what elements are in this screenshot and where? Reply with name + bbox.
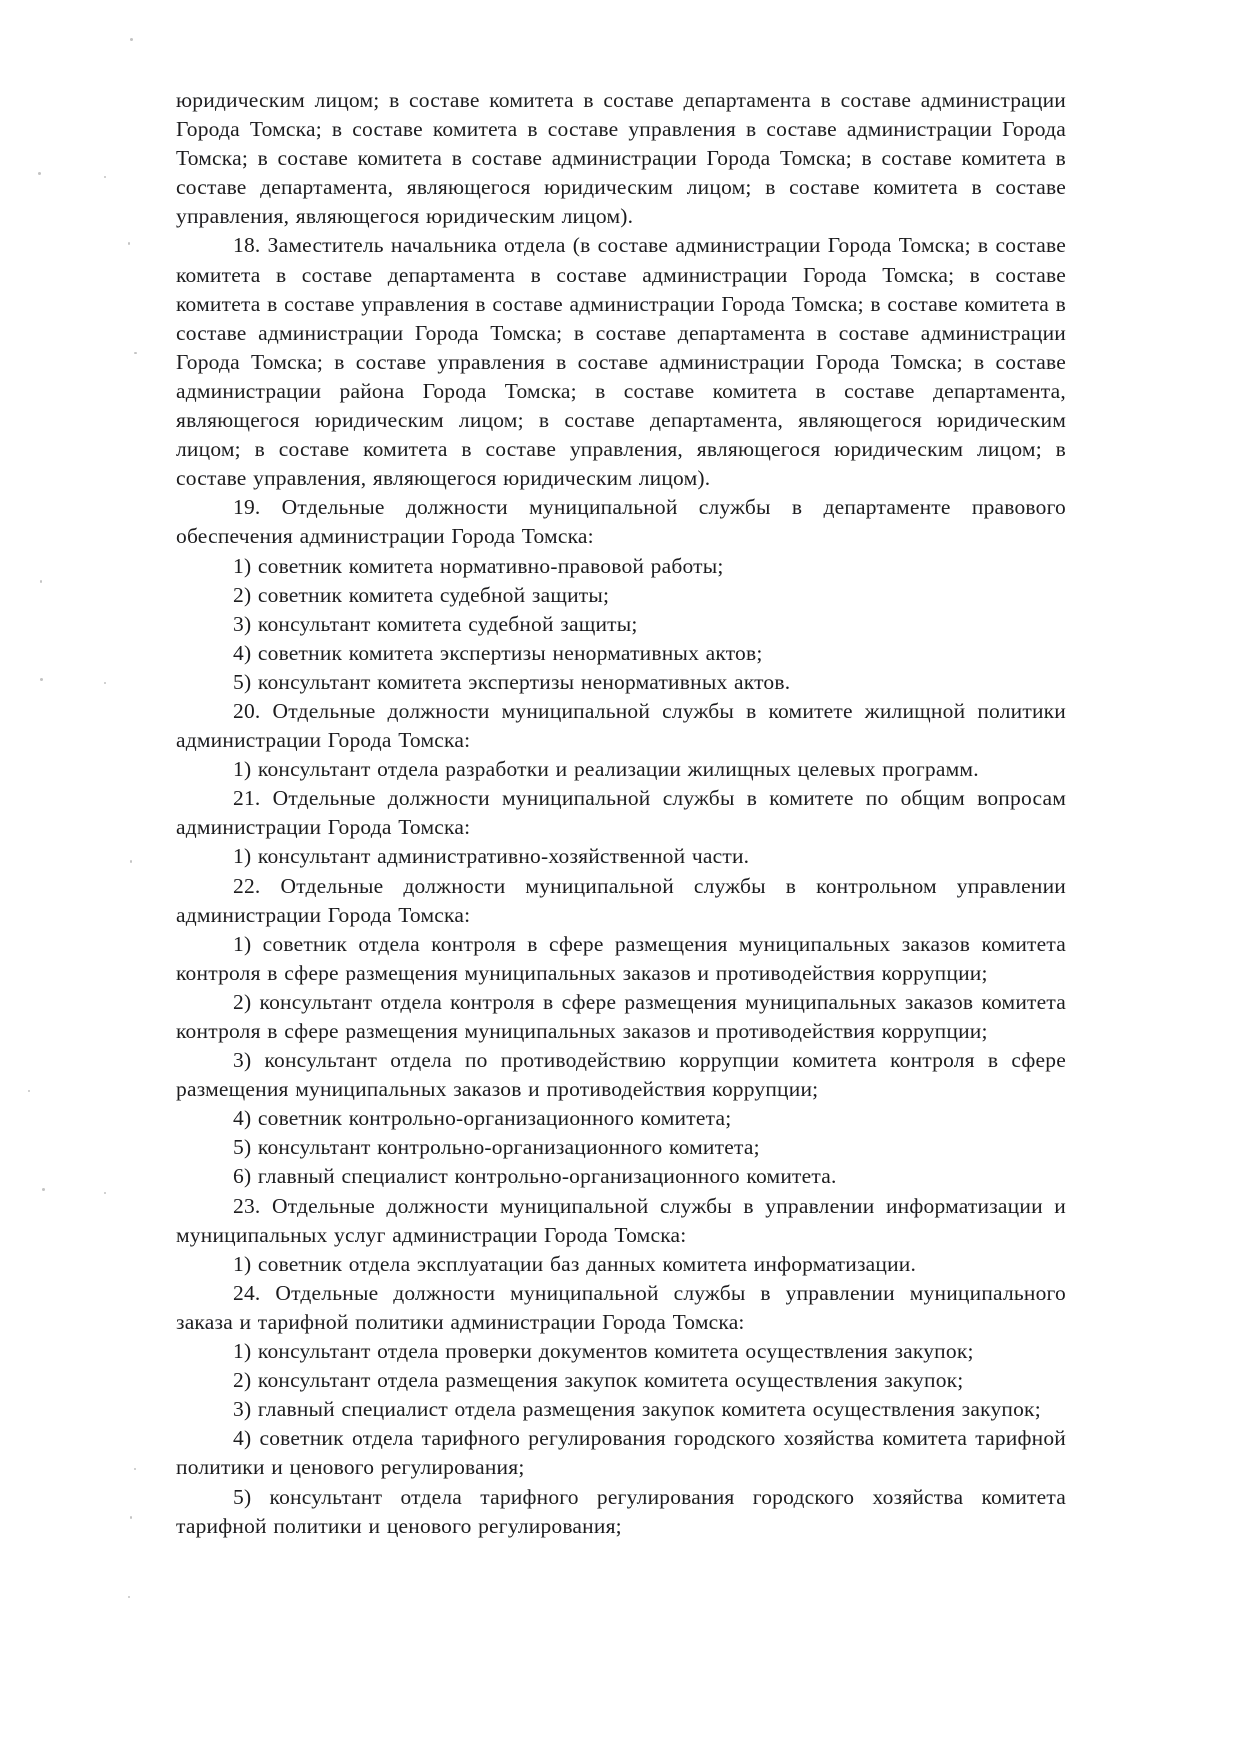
paragraph: 3) консультант комитета судебной защиты; bbox=[233, 611, 638, 636]
scan-speck bbox=[42, 1188, 45, 1191]
paragraph: 2) консультант отдела размещения закупок комитета осуществления закупок; bbox=[233, 1368, 964, 1393]
paragraph: 19. Отдельные должности муниципальной службы в департаменте правового обеспечения администрации Города Томска: bbox=[176, 495, 1066, 549]
document-body-text bbox=[176, 86, 1066, 1541]
scan-speck bbox=[38, 172, 41, 175]
scan-speck bbox=[104, 176, 106, 178]
paragraph: 2) консультант отдела контроля в сфере размещения муниципальных заказов комитета контроля в сфере размещения муниципальных заказов и противодействия коррупции; bbox=[176, 989, 1066, 1043]
paragraph: 1) консультант административно-хозяйственной части. bbox=[233, 844, 750, 869]
paragraph: 4) советник комитета экспертизы ненормативных актов; bbox=[233, 640, 763, 665]
paragraph: 24. Отдельные должности муниципальной службы в управлении муниципального заказа и тарифной политики администрации Города Томска: bbox=[176, 1280, 1066, 1334]
paragraph: 20. Отдельные должности муниципальной службы в комитете жилищной политики администрации Города Томска: bbox=[176, 698, 1066, 753]
paragraph: юридическим лицом; в составе комитета в составе департамента в составе администрации Города Томска; в составе комитета в составе управления в составе администрации Города Томска; в составе комитета в составе администрации Города Томска; в составе комитета в составе департамента, являющегося юридическим лицом; в составе комитета в составе управления, являющегося юридическим лицом). bbox=[176, 88, 1066, 229]
paragraph: 18. Заместитель начальника отдела (в составе администрации Города Томска; в составе комитета в составе департамента в составе администрации Города Томска; в составе комитета в составе управления в составе администрации Города Томска; в составе комитета в составе администрации Города Томска; в составе департамента в составе администрации Города Томска; в составе управления в составе администрации Города Томска; в составе администрации района Города Томска; в составе комитета в составе департамента, являющегося юридическим лицом; в составе департамента, являющегося юридическим лицом; в составе комитета в составе управления, являющегося юридическим лицом; в составе управления, являющегося юридическим лицом). bbox=[176, 233, 1066, 491]
paragraph: 1) советник отдела контроля в сфере размещения муниципальных заказов комитета контроля в сфере размещения муниципальных заказов и противодействия коррупции; bbox=[176, 931, 1066, 985]
scan-speck bbox=[130, 38, 133, 41]
paragraph: 1) советник отдела эксплуатации баз данных комитета информатизации. bbox=[233, 1251, 917, 1276]
paragraph: 6) главный специалист контрольно-организационного комитета. bbox=[233, 1164, 837, 1189]
scan-speck bbox=[104, 682, 106, 684]
paragraph: 1) советник комитета нормативно-правовой работы; bbox=[233, 553, 724, 578]
scan-speck bbox=[104, 1192, 106, 1194]
paragraph: 23. Отдельные должности муниципальной службы в управлении информатизации и муниципальных услуг администрации Города Томска: bbox=[176, 1193, 1066, 1247]
paragraph: 4) советник отдела тарифного регулирования городского хозяйства комитета тарифной политики и ценового регулирования; bbox=[176, 1426, 1066, 1480]
scan-speck bbox=[134, 352, 137, 354]
scan-speck bbox=[128, 1596, 130, 1598]
paragraph: 3) консультант отдела по противодействию коррупции комитета контроля в сфере размещения муниципальных заказов и противодействия коррупции; bbox=[176, 1048, 1066, 1102]
paragraph: 5) консультант контрольно-организационного комитета; bbox=[233, 1135, 760, 1160]
paragraph: 22. Отдельные должности муниципальной службы в контрольном управлении администрации Города Томска: bbox=[176, 873, 1066, 927]
scan-speck bbox=[40, 678, 43, 681]
paragraph: 5) консультант комитета экспертизы ненормативных актов. bbox=[233, 669, 791, 694]
paragraph: 5) консультант отдела тарифного регулирования городского хозяйства комитета тарифной политики и ценового регулирования; bbox=[176, 1484, 1066, 1538]
paragraph: 2) советник комитета судебной защиты; bbox=[233, 582, 610, 607]
scan-speck bbox=[130, 1516, 132, 1519]
paragraph: 21. Отдельные должности муниципальной службы в комитете по общим вопросам администрации Города Томска: bbox=[176, 786, 1066, 840]
paragraph: 4) советник контрольно-организационного комитета; bbox=[233, 1106, 732, 1131]
scan-speck bbox=[130, 860, 132, 863]
scan-speck bbox=[28, 1090, 30, 1092]
scan-speck bbox=[40, 580, 42, 583]
paragraph: 1) консультант отдела проверки документов комитета осуществления закупок; bbox=[233, 1339, 974, 1364]
scan-speck bbox=[128, 242, 130, 245]
scan-speck bbox=[134, 1468, 136, 1470]
paragraph: 1) консультант отдела разработки и реализации жилищных целевых программ. bbox=[233, 757, 979, 782]
paragraph: 3) главный специалист отдела размещения закупок комитета осуществления закупок; bbox=[233, 1397, 1041, 1422]
